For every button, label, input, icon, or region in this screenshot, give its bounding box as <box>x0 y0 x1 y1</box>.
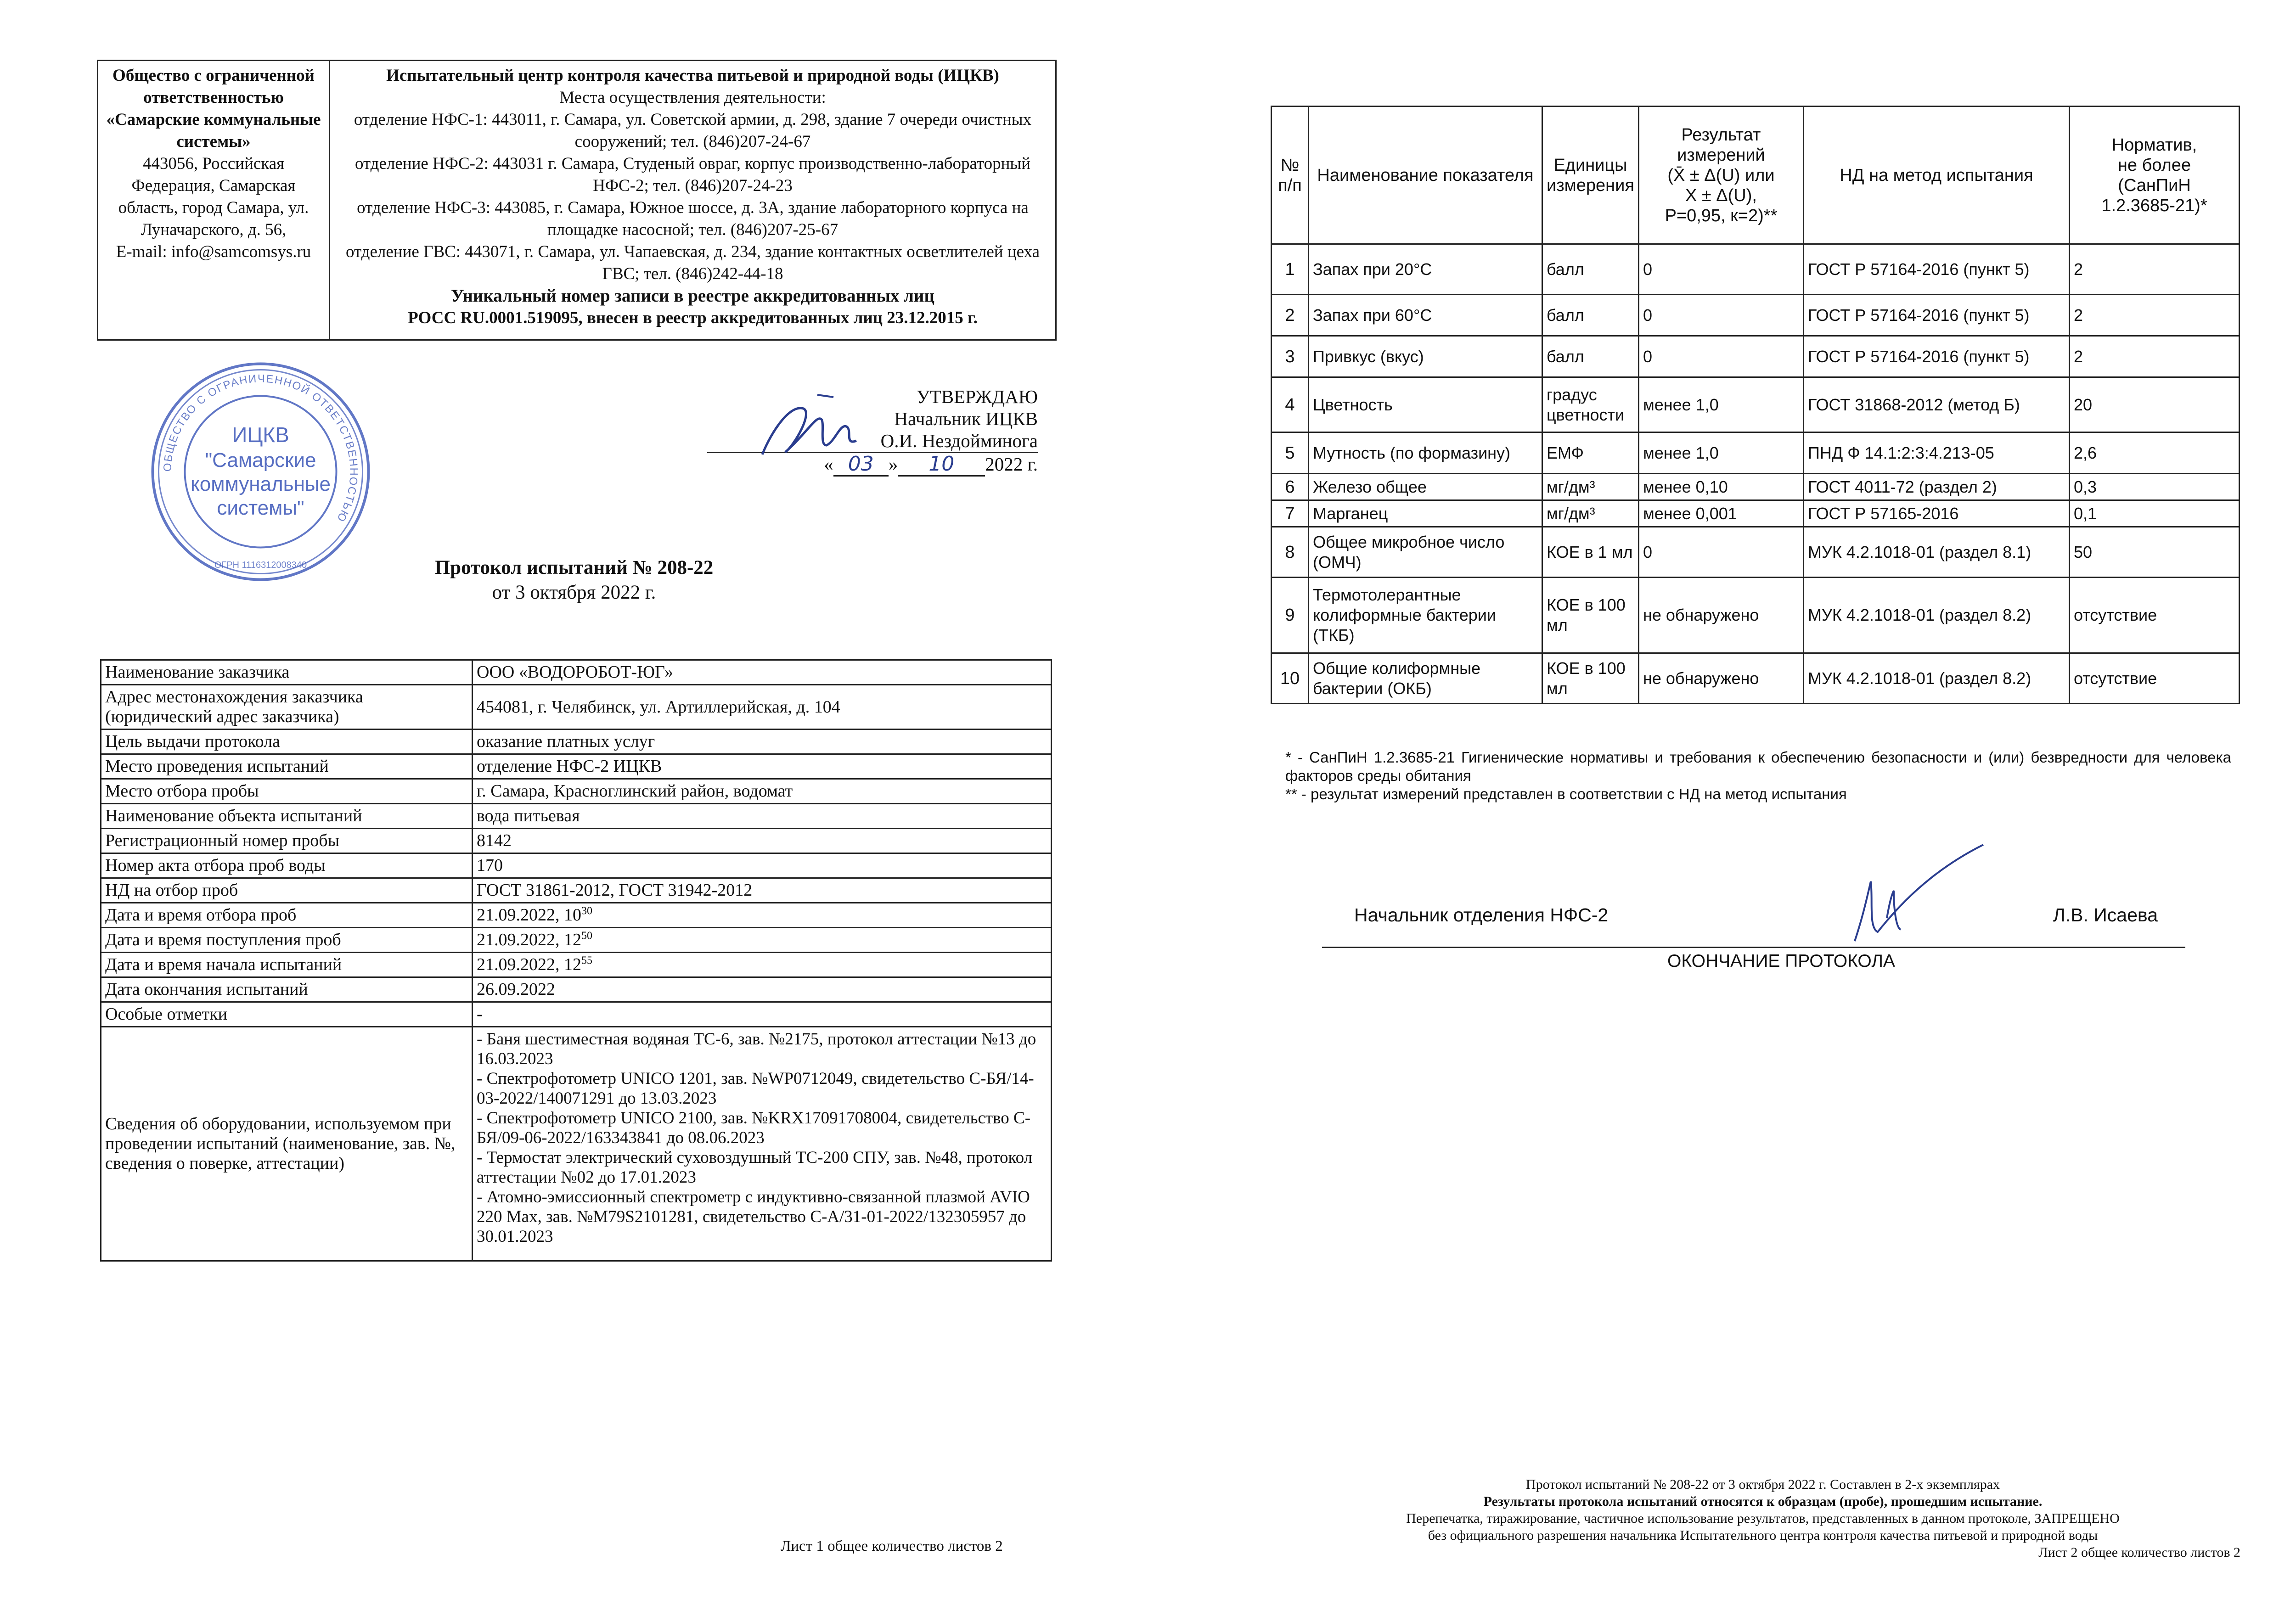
protocol-heading <box>321 555 827 605</box>
info-value-text: 21.09.2022, 10 <box>477 905 581 925</box>
row-unit: КОЕ в 1 мл <box>1542 527 1639 578</box>
dept-2: отделение НФС-2: 443031 г. Самара, Студеный овраг, корпус производственно-лабораторный НФС-2; тел. (846)207-24-23 <box>355 154 1031 195</box>
info-value-text: 454081, г. Челябинск, ул. Артиллерийская, д. 104 <box>477 697 840 717</box>
row-unit: балл <box>1542 295 1639 336</box>
info-value <box>473 977 1052 1002</box>
col-result-5: P=0,95, к=2)** <box>1665 206 1778 225</box>
info-key: Дата окончания испытаний <box>101 977 473 1002</box>
result-row <box>1272 527 2240 578</box>
row-name: Мутность (по формазину) <box>1309 432 1542 474</box>
row-result: не обнаружено <box>1638 653 1803 704</box>
result-row <box>1272 336 2240 377</box>
row-result: 0 <box>1638 336 1803 377</box>
info-key: Место проведения испытаний <box>101 754 473 779</box>
info-row <box>101 729 1052 754</box>
info-value-text: ГОСТ 31861-2012, ГОСТ 31942-2012 <box>477 881 753 900</box>
row-unit: мг/дм³ <box>1542 474 1639 500</box>
equipment-row <box>101 1027 1052 1261</box>
col-num: № п/п <box>1272 107 1309 244</box>
results-table <box>1271 106 2240 704</box>
stamp-ogrn: ОГРН 1116312008340 <box>214 560 307 570</box>
info-value <box>473 1002 1052 1027</box>
info-value <box>473 754 1052 779</box>
row-num: 3 <box>1272 336 1309 377</box>
places-title: Места осуществления деятельности: <box>559 88 826 107</box>
row-num: 7 <box>1272 500 1309 527</box>
footer-line-1: Протокол испытаний № 208-22 от 3 октября 2022 г. Составлен в 2-х экземплярах <box>1525 1477 2000 1492</box>
result-row <box>1272 578 2240 653</box>
row-result: не обнаружено <box>1638 578 1803 653</box>
note-2: ** - результат измерений представлен в соответствии с НД на метод испытания <box>1285 785 1847 802</box>
info-value-text: ООО «ВОДОРОБОТ-ЮГ» <box>477 662 674 682</box>
col-norm-2: не более <box>2117 155 2191 175</box>
row-name: Железо общее <box>1309 474 1542 500</box>
result-row <box>1272 500 2240 527</box>
registry-line-2: РОСС RU.0001.519095, внесен в реестр аккредитованных лиц 23.12.2015 г. <box>408 309 978 327</box>
row-num: 5 <box>1272 432 1309 474</box>
stamp-center-2: "Самарские <box>205 449 316 471</box>
row-result: менее 0,001 <box>1638 500 1803 527</box>
col-norm-3: (СанПиН <box>2118 175 2191 195</box>
info-key: Место отбора пробы <box>101 779 473 804</box>
stamp-center-3: коммунальные <box>191 473 331 495</box>
row-unit: КОЕ в 100 мл <box>1542 578 1639 653</box>
info-value-time-minutes: 30 <box>581 905 592 917</box>
col-result-2: измерений <box>1677 145 1765 165</box>
info-value <box>473 903 1052 928</box>
footer-line-2: Результаты протокола испытаний относятся к образцам (пробе), прошедшим испытание. <box>1483 1494 2043 1509</box>
row-name: Общие колиформные бактерии (ОКБ) <box>1309 653 1542 704</box>
row-method: ГОСТ 31868-2012 (метод Б) <box>1803 377 2069 432</box>
info-value <box>473 804 1052 829</box>
org-name: Общество с ограниченной ответственностью «Самарские коммунальные системы» <box>106 66 321 151</box>
row-num: 6 <box>1272 474 1309 500</box>
approve-position: Начальник ИЦКВ <box>894 408 1038 429</box>
row-name: Привкус (вкус) <box>1309 336 1542 377</box>
row-method: ГОСТ Р 57164-2016 (пункт 5) <box>1803 336 2069 377</box>
info-value-text: 21.09.2022, 12 <box>477 930 581 949</box>
row-norm: 2 <box>2069 244 2239 295</box>
equipment-item: - Термостат электрический суховоздушный ТС-200 СПУ, зав. №48, протокол аттестации №02 до 17.01.2023 <box>477 1148 1033 1187</box>
info-row <box>101 779 1052 804</box>
info-value <box>473 953 1052 977</box>
notes <box>1285 748 2231 803</box>
page-2-footer <box>1285 1476 2240 1561</box>
result-row <box>1272 432 2240 474</box>
result-row <box>1272 244 2240 295</box>
info-row <box>101 903 1052 928</box>
info-key: Наименование объекта испытаний <box>101 804 473 829</box>
row-norm: 20 <box>2069 377 2239 432</box>
info-value-text: отделение НФС-2 ИЦКВ <box>477 757 662 776</box>
info-row <box>101 1002 1052 1027</box>
col-result-3: (X̄ ± Δ(U) или <box>1667 165 1775 185</box>
col-norm <box>2069 107 2239 244</box>
info-value <box>473 685 1052 729</box>
footer-line-5: Лист 2 общее количество листов 2 <box>2038 1545 2240 1560</box>
note-1: * - СанПиН 1.2.3685-21 Гигиенические нормативы и требования к обеспечению безопасности и (или) безвредности для человека факторов среды обитания <box>1285 749 2231 784</box>
result-row <box>1272 377 2240 432</box>
row-unit: балл <box>1542 244 1639 295</box>
info-key: НД на отбор проб <box>101 878 473 903</box>
info-row <box>101 878 1052 903</box>
info-key: Регистрационный номер пробы <box>101 829 473 853</box>
info-value <box>473 878 1052 903</box>
row-result: 0 <box>1638 295 1803 336</box>
info-value-text: 8142 <box>477 831 512 850</box>
row-result: 0 <box>1638 527 1803 578</box>
col-result-1: Результат <box>1681 125 1761 145</box>
row-method: МУК 4.2.1018-01 (раздел 8.2) <box>1803 653 2069 704</box>
footer-line-4: без официального разрешения начальника Испытательного центра контроля качества питьевой и природной воды <box>1428 1528 2098 1543</box>
protocol-date: от 3 октября 2022 г. <box>492 582 656 603</box>
col-result-4: X ± Δ(U), <box>1685 185 1757 205</box>
row-result: менее 1,0 <box>1638 432 1803 474</box>
info-row <box>101 660 1052 685</box>
row-num: 9 <box>1272 578 1309 653</box>
signer-role: Начальник отделения НФС-2 <box>1354 904 1609 926</box>
equipment-item: - Спектрофотометр UNICO 2100, зав. №KRX17091708004, свидетельство С-БЯ/09-06-2022/163343841 до 08.06.2023 <box>477 1109 1031 1147</box>
signature-row <box>1354 900 2158 946</box>
result-row <box>1272 295 2240 336</box>
row-name: Марганец <box>1309 500 1542 527</box>
info-value-text: 170 <box>477 856 503 875</box>
row-method: ГОСТ 4011-72 (раздел 2) <box>1803 474 2069 500</box>
row-norm: 0,1 <box>2069 500 2239 527</box>
result-row <box>1272 474 2240 500</box>
approve-year: 2022 г. <box>985 454 1038 475</box>
row-method: МУК 4.2.1018-01 (раздел 8.1) <box>1803 527 2069 578</box>
info-value-text: вода питьевая <box>477 806 580 825</box>
info-value <box>473 660 1052 685</box>
info-key: Наименование заказчика <box>101 660 473 685</box>
info-key: Дата и время поступления проб <box>101 928 473 953</box>
row-norm: 2 <box>2069 295 2239 336</box>
row-num: 1 <box>1272 244 1309 295</box>
row-name: Запах при 60°С <box>1309 295 1542 336</box>
row-unit: КОЕ в 100 мл <box>1542 653 1639 704</box>
dept-4: отделение ГВС: 443071, г. Самара, ул. Чапаевская, д. 234, здание контактных осветлителей цеха ГВС; тел. (846)242-44-18 <box>345 242 1040 283</box>
info-value-text: оказание платных услуг <box>477 732 655 751</box>
row-unit: балл <box>1542 336 1639 377</box>
row-norm: отсутствие <box>2069 578 2239 653</box>
row-num: 8 <box>1272 527 1309 578</box>
col-method: НД на метод испытания <box>1803 107 2069 244</box>
info-value-time-minutes: 50 <box>581 930 592 942</box>
row-method: МУК 4.2.1018-01 (раздел 8.2) <box>1803 578 2069 653</box>
col-name: Наименование показателя <box>1309 107 1542 244</box>
result-row <box>1272 653 2240 704</box>
col-result <box>1638 107 1803 244</box>
info-value <box>473 829 1052 853</box>
info-key: Дата и время отбора проб <box>101 903 473 928</box>
org-address: 443056, Российская Федерация, Самарская область, город Самара, ул. Луначарского, д. 56, <box>118 154 309 239</box>
center-title: Испытательный центр контроля качества питьевой и природной воды (ИЦКВ) <box>386 66 999 85</box>
approve-day: 03 <box>833 453 889 477</box>
info-value <box>473 779 1052 804</box>
info-key: Номер акта отбора проб воды <box>101 853 473 878</box>
equipment-item: - Спектрофотометр UNICO 1201, зав. №WP0712049, свидетельство С-БЯ/14-03-2022/140071291 до 13.03.2023 <box>477 1069 1034 1108</box>
row-norm: 2,6 <box>2069 432 2239 474</box>
approve-title: УТВЕРЖДАЮ <box>916 386 1038 407</box>
row-norm: 2 <box>2069 336 2239 377</box>
info-row <box>101 685 1052 729</box>
org-cell <box>98 61 330 340</box>
col-unit: Единицы измерения <box>1542 107 1639 244</box>
info-key: Особые отметки <box>101 1002 473 1027</box>
approve-name: О.И. Нездойминога <box>707 430 1038 453</box>
info-value-text: - <box>477 1004 483 1024</box>
approve-date: « 03 » 10 2022 г. <box>824 452 1038 476</box>
info-table <box>100 659 1052 1262</box>
row-norm: отсутствие <box>2069 653 2239 704</box>
row-method: ГОСТ Р 57165-2016 <box>1803 500 2069 527</box>
company-stamp <box>149 360 372 583</box>
row-result: 0 <box>1638 244 1803 295</box>
dept-1: отделение НФС-1: 443011, г. Самара, ул. Советской армии, д. 298, здание 7 очереди очистных сооружений; тел. (846)207-24-67 <box>354 110 1032 151</box>
col-norm-1: Норматив, <box>2111 135 2197 155</box>
equipment-key: Сведения об оборудовании, используемом при проведении испытаний (наименование, зав. №, сведения о поверке, аттестации) <box>101 1027 473 1261</box>
protocol-title: Протокол испытаний № 208-22 <box>434 557 714 578</box>
row-name: Запах при 20°С <box>1309 244 1542 295</box>
row-norm: 0,3 <box>2069 474 2239 500</box>
signature-line <box>1322 947 2185 948</box>
row-method: ГОСТ Р 57164-2016 (пункт 5) <box>1803 295 2069 336</box>
info-value-text: 26.09.2022 <box>477 980 555 999</box>
row-result: менее 1,0 <box>1638 377 1803 432</box>
info-value <box>473 729 1052 754</box>
dept-3: отделение НФС-3: 443085, г. Самара, Южное шоссе, д. 3А, здание лабораторного корпуса на площадке насосной; тел. (846)207-25-67 <box>357 198 1029 239</box>
equipment-item: - Атомно-эмиссионный спектрометр с индуктивно-связанной плазмой AVIO 220 Max, зав. №M79S2101281, свидетельство С-А/31-01-2022/132305957 до 30.01.2023 <box>477 1188 1030 1246</box>
info-value <box>473 853 1052 878</box>
info-row <box>101 953 1052 977</box>
row-norm: 50 <box>2069 527 2239 578</box>
info-key: Адрес местонахождения заказчика (юридический адрес заказчика) <box>101 685 473 729</box>
page-2 <box>1171 0 2296 1599</box>
row-method: ГОСТ Р 57164-2016 (пункт 5) <box>1803 244 2069 295</box>
stamp-center-4: системы" <box>217 497 304 519</box>
row-unit: ЕМФ <box>1542 432 1639 474</box>
row-num: 10 <box>1272 653 1309 704</box>
info-value-time-minutes: 55 <box>581 954 592 967</box>
info-value-text: 21.09.2022, 12 <box>477 955 581 974</box>
row-unit: градус цветности <box>1542 377 1639 432</box>
equipment-list <box>473 1027 1052 1261</box>
stamp-ring-text: ОБЩЕСТВО С ОГРАНИЧЕННОЙ ОТВЕТСТВЕННОСТЬЮ <box>161 372 360 525</box>
row-unit: мг/дм³ <box>1542 500 1639 527</box>
row-result: менее 0,10 <box>1638 474 1803 500</box>
info-key: Цель выдачи протокола <box>101 729 473 754</box>
info-row <box>101 804 1052 829</box>
approve-month: 10 <box>898 453 985 477</box>
header-table <box>97 60 1057 341</box>
registry-line-1: Уникальный номер записи в реестре аккредитованных лиц <box>450 286 935 306</box>
info-value-text: г. Самара, Красноглинский район, водомат <box>477 781 793 801</box>
info-row <box>101 928 1052 953</box>
org-email: E-mail: info@samcomsys.ru <box>116 242 311 261</box>
stamp-center-1: ИЦКВ <box>232 423 289 447</box>
info-row <box>101 977 1052 1002</box>
center-cell <box>330 61 1056 340</box>
info-row <box>101 754 1052 779</box>
info-key: Дата и время начала испытаний <box>101 953 473 977</box>
row-name: Цветность <box>1309 377 1542 432</box>
row-num: 2 <box>1272 295 1309 336</box>
end-of-protocol: ОКОНЧАНИЕ ПРОТОКОЛА <box>1667 951 1895 971</box>
col-norm-4: 1.2.3685-21)* <box>2101 196 2207 215</box>
info-row <box>101 853 1052 878</box>
director-signature <box>753 376 868 468</box>
row-name: Общее микробное число (ОМЧ) <box>1309 527 1542 578</box>
page-1-footer: Лист 1 общее количество листов 2 <box>781 1538 1003 1554</box>
info-row <box>101 829 1052 853</box>
equipment-item: - Баня шестиместная водяная ТС-6, зав. №2175, протокол аттестации №13 до 16.03.2023 <box>477 1030 1036 1068</box>
row-method: ПНД Ф 14.1:2:3:4.213-05 <box>1803 432 2069 474</box>
signer-name: Л.В. Исаева <box>2053 904 2158 926</box>
info-value <box>473 928 1052 953</box>
row-num: 4 <box>1272 377 1309 432</box>
footer-line-3: Перепечатка, тиражирование, частичное использование результатов, представленных в данном протоколе, ЗАПРЕЩЕНО <box>1406 1511 2120 1526</box>
row-name: Термотолерантные колиформные бактерии (ТКБ) <box>1309 578 1542 653</box>
